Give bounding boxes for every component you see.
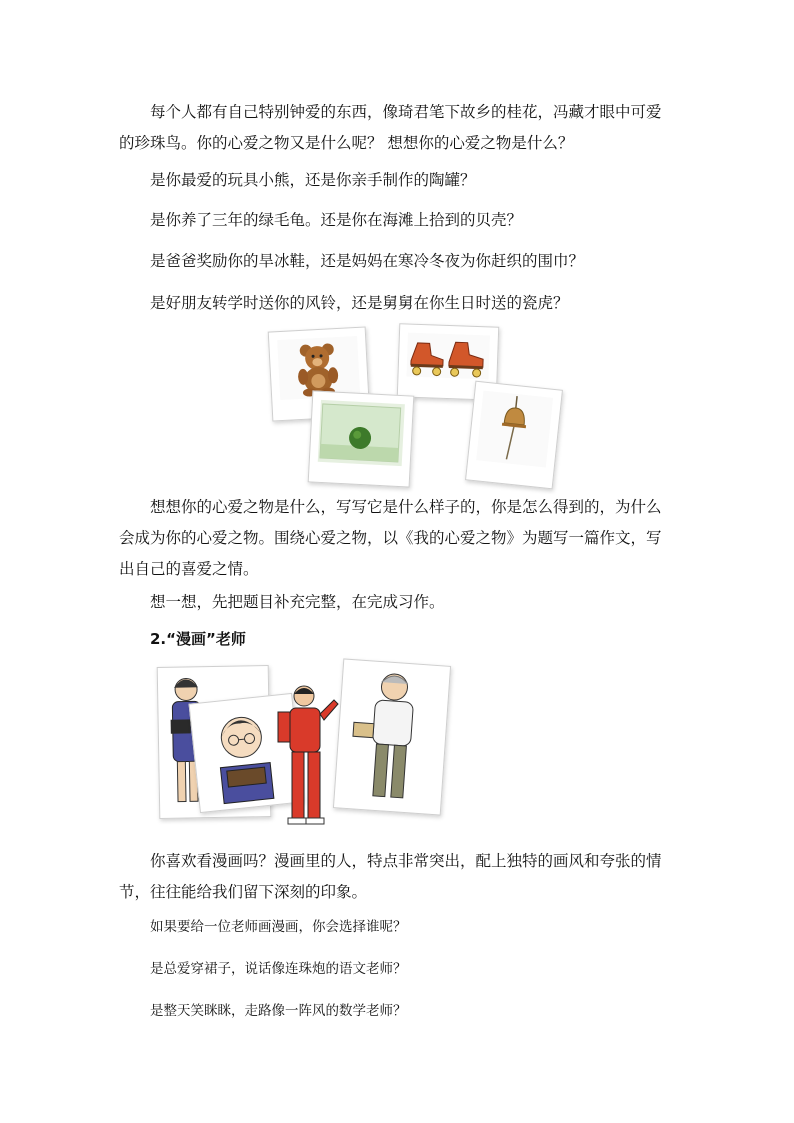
task-paragraph-line-3: 出自己的喜爱之情。 — [119, 560, 259, 578]
question-turtle: 是你养了三年的绿毛龟。还是你在海滩上拾到的贝壳？ — [150, 211, 523, 229]
beloved-objects-collage — [270, 325, 570, 490]
pe-teacher-icon — [268, 682, 348, 832]
comic-intro-line-2: 节，往往能给我们留下深刻的印象。 — [119, 883, 368, 901]
moss-ball-photo — [308, 390, 415, 487]
roller-skates-icon — [406, 333, 487, 380]
teddy-bear-icon — [277, 336, 358, 398]
task-paragraph-line-2: 会成为你的心爱之物。围绕心爱之物，以《我的心爱之物》为题写一篇作文，写 — [119, 529, 662, 547]
intro-paragraph-line-1: 每个人都有自己特别钟爱的东西，像琦君笔下故乡的桂花，冯藏才眼中可爱 — [150, 103, 662, 121]
comic-question-2: 是总爱穿裙子，说话像连珠炮的语文老师？ — [150, 961, 407, 977]
pe-teacher-figure — [268, 682, 348, 832]
teacher-photo-3 — [333, 658, 451, 815]
task-paragraph-line-4: 想一想，先把题目补充完整，在完成习作。 — [150, 593, 445, 611]
wind-chime-photo — [465, 381, 563, 490]
comic-question-1: 如果要给一位老师画漫画，你会选择谁呢？ — [150, 919, 407, 935]
intro-paragraph-line-2: 的珍珠鸟。你的心爱之物又是什么呢？ 想想你的心爱之物是什么？ — [119, 134, 574, 152]
wind-chime-icon — [476, 391, 551, 468]
question-skates: 是爸爸奖励你的旱冰鞋，还是妈妈在寒冷冬夜为你赶织的围巾？ — [150, 252, 585, 270]
teacher-comic-collage — [158, 662, 448, 834]
comic-intro-line-1: 你喜欢看漫画吗？漫画里的人，特点非常突出，配上独特的画风和夸张的情 — [150, 852, 662, 870]
task-paragraph-line-1: 想想你的心爱之物是什么，写写它是什么样子的，你是怎么得到的，为什么 — [150, 498, 662, 516]
moss-ball-icon — [318, 400, 403, 466]
comic-question-3: 是整天笑眯眯，走路像一阵风的数学老师？ — [150, 1003, 407, 1019]
question-wind-chime: 是好朋友转学时送你的风铃，还是舅舅在你生日时送的瓷虎？ — [150, 294, 569, 312]
elderly-teacher-icon — [334, 659, 448, 810]
section-2-heading: 2.“漫画”老师 — [150, 630, 246, 648]
question-teddy-bear: 是你最爱的玩具小熊，还是你亲手制作的陶罐？ — [150, 171, 476, 189]
